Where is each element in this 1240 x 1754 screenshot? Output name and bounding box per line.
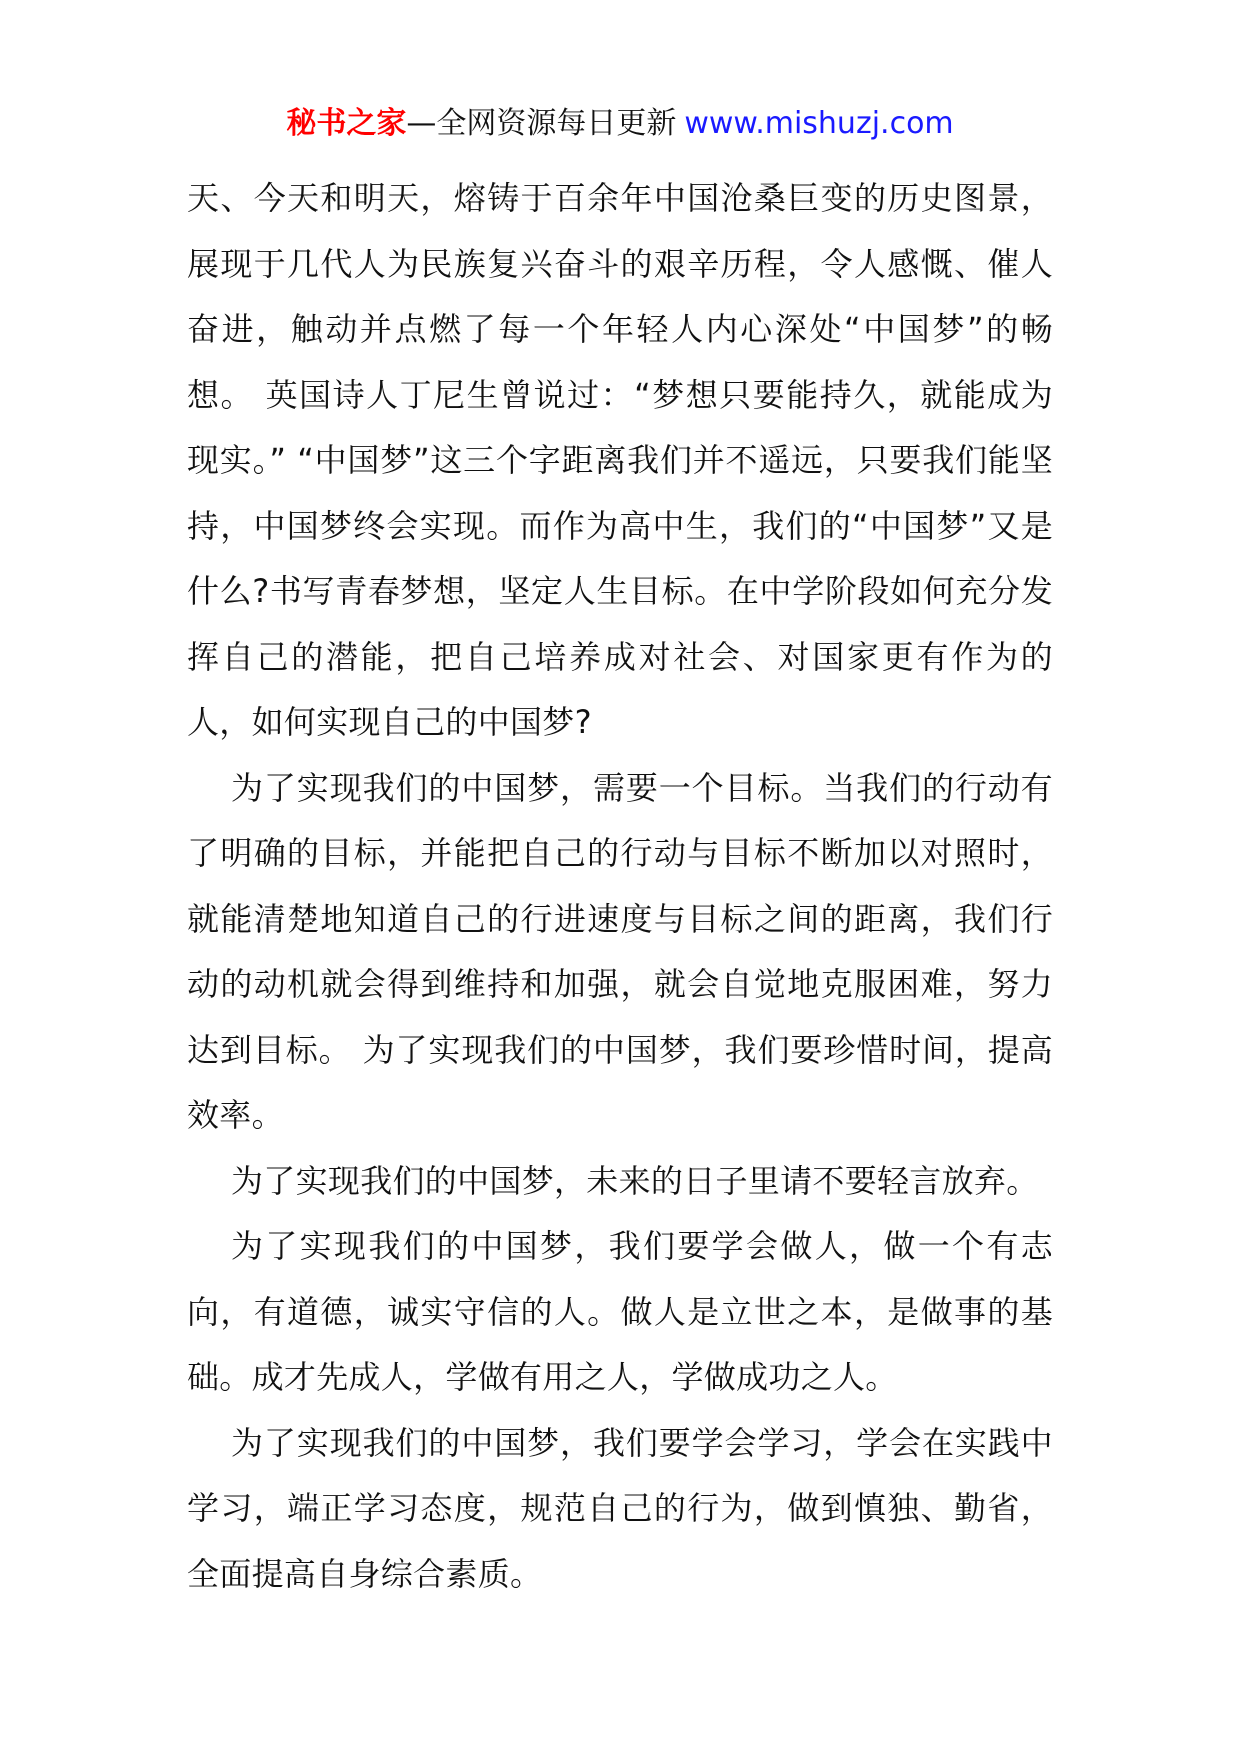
page-header	[0, 104, 1240, 144]
paragraph: 为了实现我们的中国梦，需要一个目标。当我们的行动有了明确的目标，并能把自己的行动与目标不断加以对照时，就能清楚地知道自己的行进速度与目标之间的距离，我们行动的动机就会得到维持和加强，就会自觉地克服困难，努力达到目标。 为了实现我们的中国梦，我们要珍惜时间，提高效率。	[187, 768, 1053, 1134]
paragraph: 为了实现我们的中国梦，我们要学会学习，学会在实践中学习，端正学习态度，规范自己的行为，做到慎独、勤省，全面提高自身综合素质。	[187, 1423, 1053, 1593]
paragraph: 为了实现我们的中国梦，未来的日子里请不要轻言放弃。	[231, 1161, 1039, 1200]
header-tagline: —全网资源每日更新	[406, 106, 677, 141]
paragraph: 天、今天和明天，熔铸于百余年中国沧桑巨变的历史图景，展现于几代人为民族复兴奋斗的艰辛历程，令人感慨、催人奋进，触动并点燃了每一个年轻人内心深处“中国梦”的畅想。 英国诗人丁尼生曾说过：“梦想只要能持久，就能成为现实。” “中国梦”这三个字距离我们并不遥远，只要我们能坚持，中国梦终会实现。而作为高中生，我们的“中国梦”又是什么?书写青春梦想，坚定人生目标。在中学阶段如何充分发挥自己的潜能，把自己培养成对社会、对国家更有作为的人，如何实现自己的中国梦?	[187, 179, 1053, 741]
site-link[interactable]: www.mishuzj.com	[684, 106, 954, 141]
paragraph: 为了实现我们的中国梦，我们要学会做人，做一个有志向，有道德，诚实守信的人。做人是立世之本，是做事的基础。成才先成人，学做有用之人，学做成功之人。	[187, 1227, 1053, 1396]
brand-name: 秘书之家	[286, 106, 407, 141]
document-body	[187, 166, 1053, 1607]
